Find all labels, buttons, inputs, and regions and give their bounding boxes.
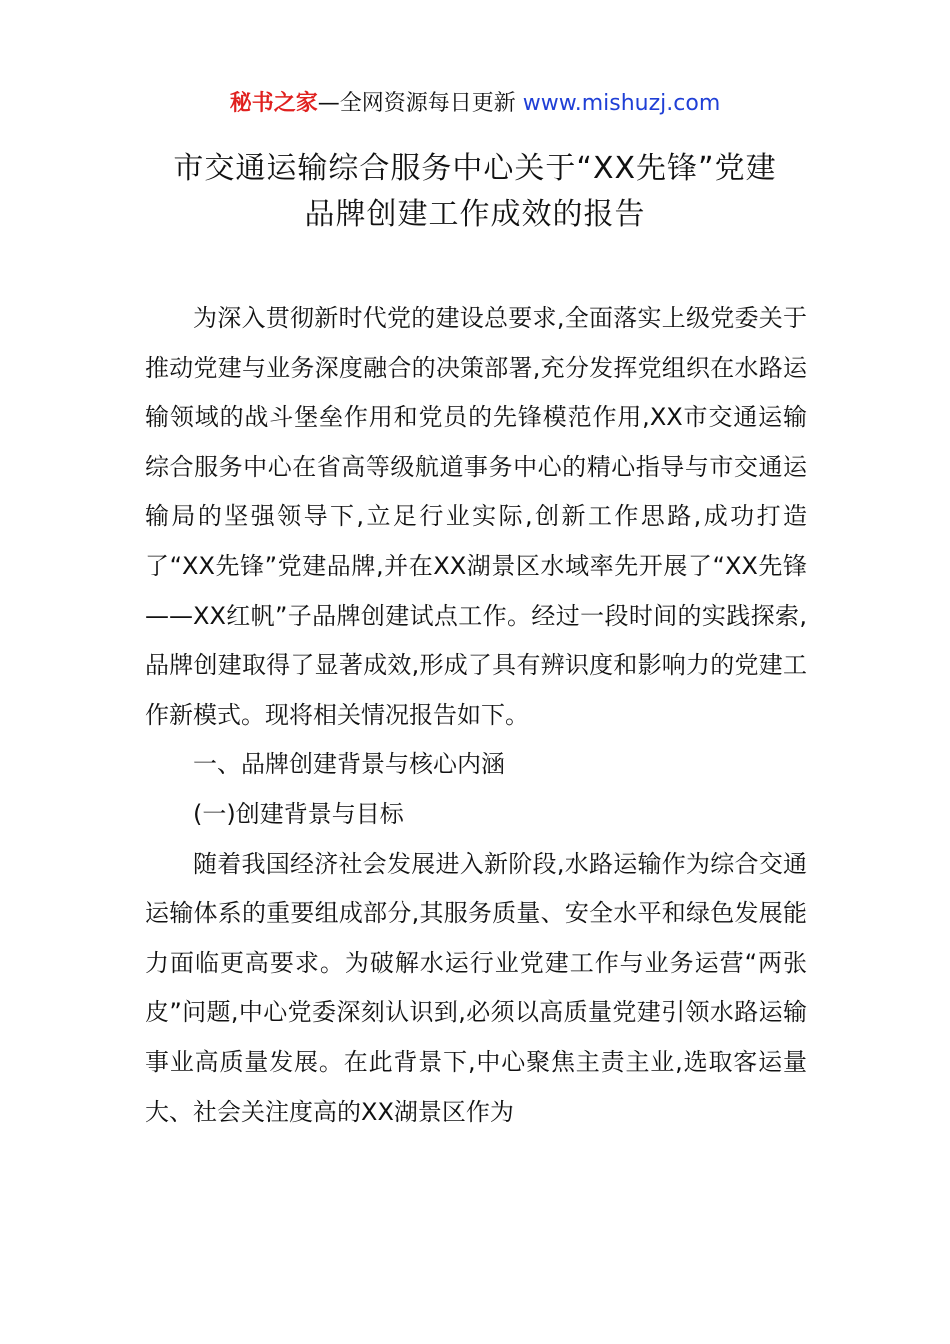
intro-paragraph: 为深入贯彻新时代党的建设总要求,全面落实上级党委关于推动党建与业务深度融合的决策部署,充分发挥党组织在水路运输领域的战斗堡垒作用和党员的先锋模范作用,XX市交通运输综合服务中心在省高等级航道事务中心的精心指导与市交通运输局的坚强领导下,立足行业实际,创新工作思路,成功打造了“XX先锋”党建品牌,并在XX湖景区水域率先开展了“XX先锋——XX红帆”子品牌创建试点工作。经过一段时间的实践探索,品牌创建取得了显著成效,形成了具有辨识度和影响力的党建工作新模式。现将相关情况报告如下。 [145,304,807,729]
section-heading: 一、品牌创建背景与核心内涵 [193,750,505,779]
site-header [0,88,950,120]
brand-name: 秘书之家 [229,91,318,116]
body-paragraph: 随着我国经济社会发展进入新阶段,水路运输作为综合交通运输体系的重要组成部分,其服务质量、安全水平和绿色发展能力面临更高要求。为破解水运行业党建工作与业务运营“两张皮”问题,中心党委深刻认识到,必须以高质量党建引领水路运输事业高质量发展。在此背景下,中心聚焦主责主业,选取客运量大、社会关注度高的XX湖景区作为 [145,849,807,1126]
header-slogan: —全网资源每日更新 [317,91,516,116]
subsection-heading: (一)创建背景与目标 [193,799,404,828]
site-url-link[interactable]: www.mishuzj.com [522,91,721,116]
title-line-1: 市交通运输综合服务中心关于“XX先锋”党建 [173,151,777,186]
document-title [120,146,830,238]
document-body [145,294,807,1137]
title-line-2: 品牌创建工作成效的报告 [304,197,646,232]
